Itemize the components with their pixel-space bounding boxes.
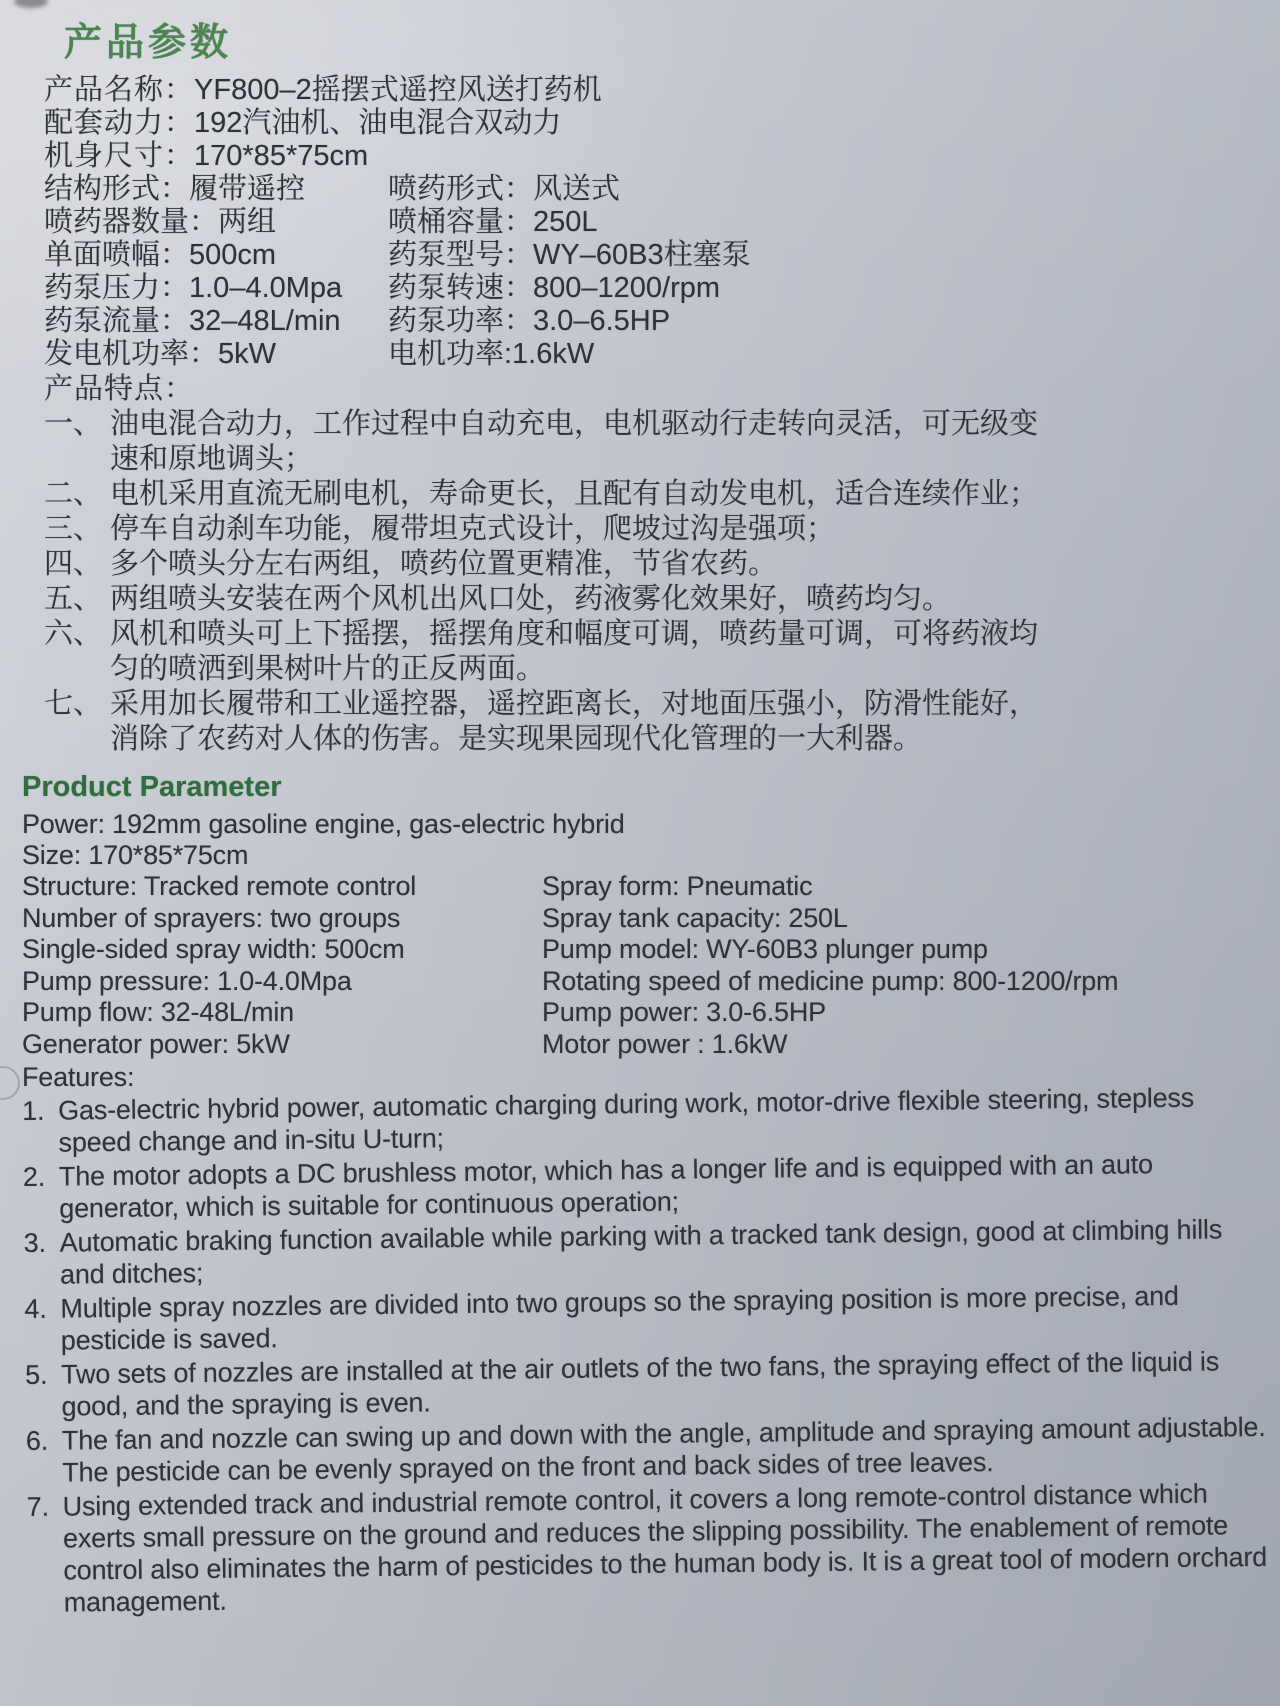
feature-number: 五、 — [44, 583, 103, 615]
feature-number: 一、 — [44, 408, 103, 440]
feature-number: 1. — [22, 1095, 45, 1126]
feature-text: The fan and nozzle can swing up and down with the angle, amplitude and spraying amount adjustable. The pesticide can be evenly sprayed on the front and back sides of tree leaves. — [61, 1411, 1266, 1488]
en-spec-left: Pump flow: 32-48L/min — [22, 997, 294, 1027]
en-spec-row — [22, 966, 1266, 998]
en-info-row-size: Size: 170*85*75cm — [22, 840, 249, 870]
feature-text: Using extended track and industrial remote control, it covers a long remote-control distance which exerts small pressure on the ground and reduces the slipping possibility. The enablement of remote control also eliminates the harm of pesticides to the human body is. It is a great tool of modern orchard management. — [62, 1478, 1268, 1618]
feature-number: 二、 — [44, 478, 103, 510]
en-spec-row — [22, 903, 1266, 935]
cn-info-row-product-name — [44, 74, 1262, 107]
cn-spec-row — [44, 239, 1262, 272]
feature-number: 三、 — [44, 513, 103, 545]
cn-feature-item — [44, 407, 1039, 477]
feature-text: Gas-electric hybrid power, automatic charging during work, motor-drive flexible steering, stepless speed change and in-situ U-turn; — [58, 1082, 1195, 1158]
feature-number: 3. — [23, 1227, 46, 1258]
cn-feature-item — [44, 687, 1039, 757]
en-section-title: Product Parameter — [22, 771, 282, 803]
en-spec-left: Structure: Tracked remote control — [22, 871, 417, 901]
en-spec-left: Pump pressure: 1.0-4.0Mpa — [22, 965, 352, 996]
feature-number: 七、 — [44, 688, 103, 720]
feature-number: 2. — [22, 1161, 46, 1192]
feature-text: 油电混合动力，工作过程中自动充电，电机驱动行走转向灵活，可无级变速和原地调头； — [110, 408, 1039, 475]
feature-number: 7. — [26, 1491, 49, 1522]
cn-feature-item — [44, 477, 1039, 512]
cn-info-label: 机身尺寸： — [44, 140, 195, 172]
cn-spec-left: 发电机功率：5kW — [44, 338, 277, 370]
cn-spec-row — [44, 305, 1262, 338]
feature-text: 采用加长履带和工业遥控器，遥控距离长，对地面压强小，防滑性能好，消除了农药对人体的伤害。是实现果园现代化管理的一大利器。 — [110, 688, 1039, 755]
en-spec-row — [22, 871, 1266, 903]
feature-text: 电机采用直流无刷电机，寿命更长，且配有自动发电机，适合连续作业； — [110, 478, 1039, 510]
cn-info-label: 产品名称： — [44, 74, 195, 106]
feature-text: 风机和喷头可上下摇摆，摇摆角度和幅度可调，喷药量可调，可将药液均匀的喷洒到果树叶片的正反两面。 — [110, 618, 1039, 685]
en-feature-item — [25, 1345, 1270, 1423]
feature-number: 六、 — [44, 618, 103, 650]
english-section — [0, 757, 1280, 1619]
en-spec-right: Spray form: Pneumatic — [542, 871, 813, 901]
en-spec-row — [22, 1029, 1266, 1061]
cn-spec-right: 药泵转速：800–1200/rpm — [388, 272, 721, 304]
en-spec-left: Generator power: 5kW — [22, 1028, 290, 1059]
chinese-section — [0, 0, 1280, 757]
cn-spec-row — [44, 338, 1262, 371]
feature-number: 4. — [24, 1293, 47, 1324]
en-feature-item — [23, 1147, 1268, 1225]
en-spec-left: Single-sided spray width: 500cm — [22, 934, 405, 964]
cn-spec-row — [44, 173, 1262, 206]
en-spec-left: Number of sprayers: two groups — [22, 902, 401, 933]
cn-feature-item — [44, 617, 1039, 687]
cn-spec-left: 药泵压力：1.0–4.0Mpa — [44, 272, 343, 304]
cn-features-heading: 产品特点： — [44, 373, 195, 405]
en-spec-right: Rotating speed of medicine pump: 800-1200/rpm — [542, 965, 1119, 996]
cn-info-row-power — [44, 107, 1262, 140]
en-spec-right: Motor power : 1.6kW — [542, 1028, 788, 1059]
en-features-list — [22, 1081, 1272, 1619]
cn-info-value: 170*85*75cm — [194, 140, 369, 172]
cn-spec-left: 单面喷幅：500cm — [44, 239, 277, 271]
cn-spec-row — [44, 272, 1262, 305]
en-spec-right: Pump model: WY-60B3 plunger pump — [542, 934, 988, 964]
cn-spec-row — [44, 206, 1262, 239]
en-spec-row — [22, 934, 1266, 966]
feature-text: The motor adopts a DC brushless motor, which has a longer life and is equipped with an auto generator, which is suitable for continuous operation; — [58, 1149, 1153, 1224]
en-features-heading: Features: — [22, 1062, 135, 1092]
en-feature-item — [26, 1411, 1271, 1489]
en-feature-item — [23, 1213, 1268, 1291]
cn-spec-right: 药泵型号：WY–60B3柱塞泵 — [388, 239, 751, 271]
en-feature-item — [26, 1477, 1271, 1619]
en-info-row-power: Power: 192mm gasoline engine, gas-electric hybrid — [22, 809, 625, 839]
feature-text: 两组喷头安装在两个风机出风口处，药液雾化效果好，喷药均匀。 — [110, 583, 952, 615]
cn-spec-right: 喷桶容量：250L — [388, 206, 598, 238]
feature-number: 5. — [25, 1359, 48, 1390]
feature-text: 停车自动刹车功能，履带坦克式设计，爬坡过沟是强项； — [110, 513, 836, 545]
en-spec-right: Pump power: 3.0-6.5HP — [542, 997, 826, 1027]
cn-info-label: 配套动力： — [44, 107, 195, 139]
cn-spec-left: 结构形式：履带遥控 — [44, 173, 306, 205]
en-feature-item — [22, 1081, 1267, 1159]
cn-section-title: 产品参数 — [64, 22, 233, 64]
cn-info-value: YF800–2摇摆式遥控风送打药机 — [194, 74, 602, 106]
feature-number: 四、 — [44, 548, 103, 580]
feature-text: 多个喷头分左右两组，喷药位置更精准，节省农药。 — [110, 548, 778, 580]
cn-info-value: 192汽油机、油电混合双动力 — [194, 107, 562, 139]
cn-spec-right: 电机功率:1.6kW — [388, 338, 595, 370]
feature-number: 6. — [25, 1425, 49, 1456]
feature-text: Automatic braking function available while parking with a tracked tank design, good at climbing hills and ditches; — [59, 1214, 1223, 1290]
cn-info-row-size — [44, 140, 1262, 173]
en-spec-row — [22, 997, 1266, 1029]
feature-text: Multiple spray nozzles are divided into two groups so the spraying position is more precise, and pesticide is saved. — [60, 1280, 1179, 1356]
feature-text: Two sets of nozzles are installed at the air outlets of the two fans, the spraying effect of the liquid is good, and the spraying is even. — [61, 1346, 1220, 1422]
cn-feature-item — [44, 582, 1039, 617]
en-spec-right: Spray tank capacity: 250L — [542, 902, 848, 933]
cn-spec-left: 药泵流量：32–48L/min — [44, 305, 341, 337]
cn-spec-right: 喷药形式：风送式 — [388, 173, 621, 205]
cn-spec-right: 药泵功率：3.0–6.5HP — [388, 305, 671, 337]
cn-feature-item — [44, 512, 1039, 547]
cn-features-list — [44, 407, 1262, 757]
cn-spec-left: 喷药器数量：两组 — [44, 206, 277, 238]
cn-feature-item — [44, 547, 1039, 582]
en-feature-item — [24, 1279, 1269, 1357]
